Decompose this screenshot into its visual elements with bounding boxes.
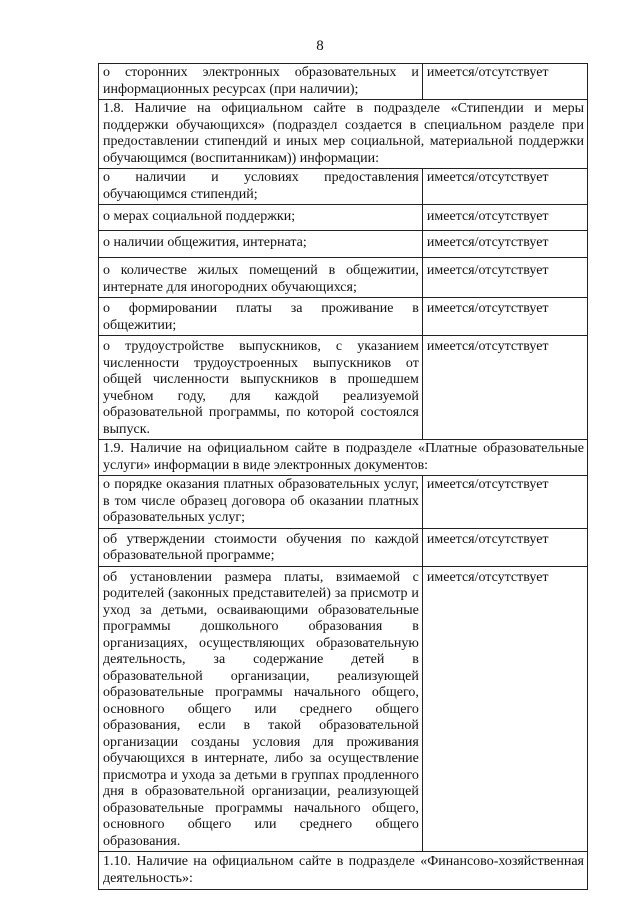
item-status: имеется/отсутствует <box>422 258 587 298</box>
table-row <box>99 169 588 205</box>
item-status: имеется/отсутствует <box>422 336 587 440</box>
item-text: об установлении размера платы, взимаемой с родителей (законных представителей) за присмотр и уход за детьми, осваивающими образовательные программы дошкольного образования в организациях, осуществляющих образовательную деятельность, за содержание детей в образовательной организации, реализующей образовательные программы начального общего, основного общего или среднего общего образования, если в такой образовательной организации созданы условия для проживания обучающихся в интернате, либо за осуществление присмотра и ухода за детьми в группах продленного дня в образовательной организации, реализующей образовательные программы начального общего, основного общего или среднего общего образования. <box>99 566 423 852</box>
table-row <box>99 298 588 336</box>
table-row <box>99 528 588 566</box>
item-status: имеется/отсутствует <box>422 205 587 231</box>
item-status: имеется/отсутствует <box>422 476 587 529</box>
page-number: 8 <box>316 38 324 54</box>
item-text: о наличии общежития, интерната; <box>99 230 423 258</box>
criteria-table <box>98 63 588 890</box>
item-status: имеется/отсутствует <box>422 64 587 100</box>
item-text: о наличии и условиях предоставления обучающимся стипендий; <box>99 169 423 205</box>
item-status: имеется/отсутствует <box>422 169 587 205</box>
table-row <box>99 205 588 231</box>
item-text: о порядке оказания платных образовательных услуг, в том числе образец договора об оказании платных образовательных услуг; <box>99 476 423 529</box>
table-row <box>99 258 588 298</box>
table-row <box>99 230 588 258</box>
table-row <box>99 566 588 852</box>
section-heading: 1.8. Наличие на официальном сайте в подразделе «Стипендии и меры поддержки обучающихся» (подраздел создается в специальном разделе при предоставлении стипендий и иных мер социальной, материальной поддержки обучающимся (воспитанникам)) информации: <box>99 100 588 169</box>
item-status: имеется/отсутствует <box>422 298 587 336</box>
section-row <box>99 440 588 476</box>
item-text: о сторонних электронных образовательных и информационных ресурсах (при наличии); <box>99 64 423 100</box>
item-text: об утверждении стоимости обучения по каждой образовательной программе; <box>99 528 423 566</box>
table-row <box>99 476 588 529</box>
item-text: о мерах социальной поддержки; <box>99 205 423 231</box>
section-heading: 1.10. Наличие на официальном сайте в подразделе «Финансово-хозяйственная деятельность»: <box>99 852 588 890</box>
item-status: имеется/отсутствует <box>422 230 587 258</box>
item-text: о количестве жилых помещений в общежитии, интернате для иногородних обучающихся; <box>99 258 423 298</box>
table-row <box>99 64 588 100</box>
item-status: имеется/отсутствует <box>422 528 587 566</box>
section-heading: 1.9. Наличие на официальном сайте в подразделе «Платные образовательные услуги» информации в виде электронных документов: <box>99 440 588 476</box>
section-row <box>99 100 588 169</box>
item-text: о трудоустройстве выпускников, с указанием численности трудоустроенных выпускников от общей численности выпускников в прошедшем учебном году, для каждой реализуемой образовательной программы, по которой состоялся выпуск. <box>99 336 423 440</box>
item-status: имеется/отсутствует <box>422 566 587 852</box>
item-text: о формировании платы за проживание в общежитии; <box>99 298 423 336</box>
table-row <box>99 336 588 440</box>
section-row <box>99 852 588 890</box>
